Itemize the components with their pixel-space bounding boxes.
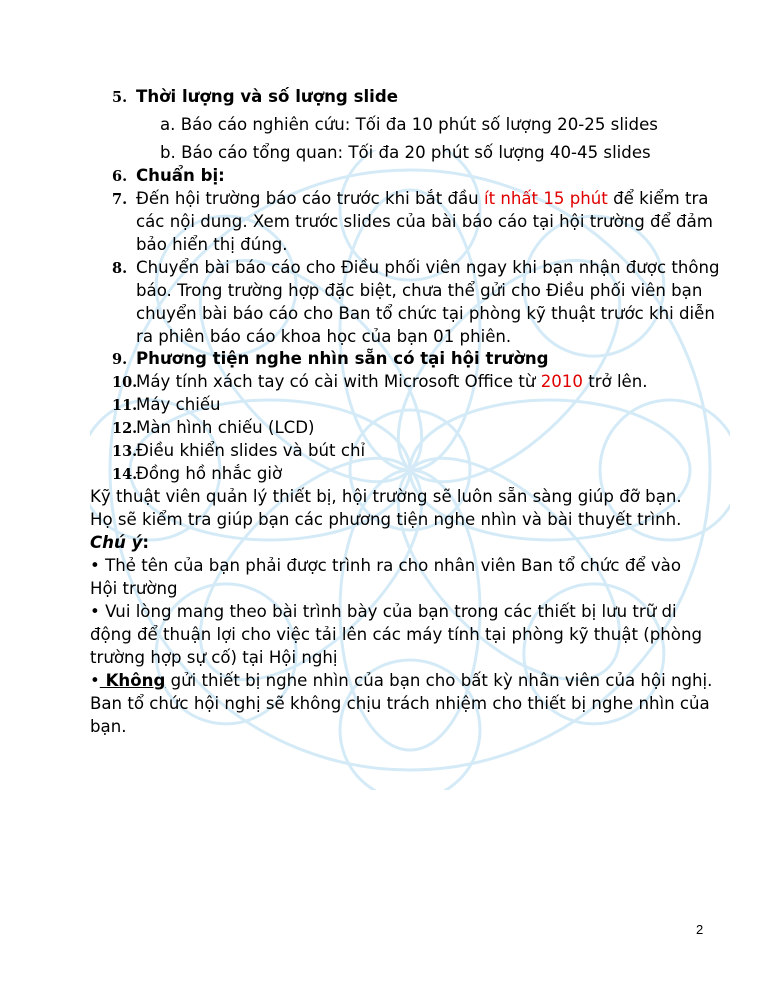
item-9-heading: Phương tiện nghe nhìn sẵn có tại hội trường	[136, 349, 549, 368]
item-5a-text: a. Báo cáo nghiên cứu: Tối đa 10 phút số lượng 20-25 slides	[160, 115, 658, 134]
item-10-number: 10.	[112, 374, 138, 391]
item-13-text: Điều khiển slides và bút chỉ	[136, 441, 366, 460]
note-bullet-2-line-3: trường hợp sự cố) tại Hội nghị	[90, 648, 338, 667]
item-5-number: 5.	[112, 89, 128, 106]
item-7-number: 7.	[112, 191, 128, 208]
item-5-heading: Thời lượng và số lượng slide	[136, 87, 398, 106]
highlight-version: 2010	[540, 372, 583, 391]
item-13-number: 13.	[112, 443, 138, 460]
bullet-icon: •	[90, 671, 100, 690]
paragraph-line-2: Họ sẽ kiểm tra giúp bạn các phương tiện nghe nhìn và bài thuyết trình.	[90, 510, 682, 529]
item-9-number: 9.	[112, 351, 128, 368]
paragraph-line-1: Kỹ thuật viên quản lý thiết bị, hội trường sẽ luôn sẵn sàng giúp đỡ bạn.	[90, 487, 682, 506]
item-7-line-2: các nội dung. Xem trước slides của bài báo cáo tại hội trường để đảm	[136, 212, 713, 231]
note-bullet-2-line-2: động để thuận lợi cho việc tải lên các máy tính tại phòng kỹ thuật (phòng	[90, 625, 702, 644]
item-14-number: 14.	[112, 466, 138, 483]
note-bullet-2-line-1: • Vui lòng mang theo bài trình bày của bạn trong các thiết bị lưu trữ di	[90, 602, 677, 621]
item-7-line-1: Đến hội trường báo cáo trước khi bắt đầu ít nhất 15 phút để kiểm tra	[136, 189, 709, 208]
item-6-heading: Chuẩn bị:	[136, 166, 225, 185]
bullet-icon: •	[90, 602, 100, 621]
page-number: 2	[696, 922, 704, 937]
item-6-number: 6.	[112, 168, 128, 185]
item-10-text: Máy tính xách tay có cài with Microsoft Office từ 2010 trở lên.	[136, 372, 648, 391]
item-8-line-1: Chuyển bài báo cáo cho Điều phối viên ngay khi bạn nhận được thông	[136, 258, 720, 277]
highlight-duration: ít nhất 15 phút	[483, 189, 608, 208]
item-7-line-3: bảo hiển thị đúng.	[136, 235, 288, 254]
item-11-number: 11.	[112, 397, 138, 414]
note-bullet-3-line-3: bạn.	[90, 717, 127, 736]
emphasis-khong: Không	[99, 671, 166, 690]
note-bullet-1-line-1: • Thẻ tên của bạn phải được trình ra cho nhân viên Ban tổ chức để vào	[90, 556, 681, 575]
item-12-text: Màn hình chiếu (LCD)	[136, 418, 315, 437]
item-5b-text: b. Báo cáo tổng quan: Tối đa 20 phút số lượng 40-45 slides	[160, 143, 651, 162]
note-bullet-1-line-2: Hội trường	[90, 579, 178, 598]
note-heading: Chú ý:	[90, 533, 150, 552]
item-8-line-3: chuyển bài báo cáo cho Ban tổ chức tại phòng kỹ thuật trước khi diễn	[136, 304, 715, 323]
item-8-number: 8.	[112, 260, 128, 277]
bullet-icon: •	[90, 556, 100, 575]
note-bullet-3-line-1: • Không gửi thiết bị nghe nhìn của bạn cho bất kỳ nhân viên của hội nghị.	[90, 671, 713, 690]
item-14-text: Đồng hồ nhắc giờ	[136, 464, 283, 483]
note-bullet-3-line-2: Ban tổ chức hội nghị sẽ không chịu trách nhiệm cho thiết bị nghe nhìn của	[90, 694, 710, 713]
item-8-line-2: báo. Trong trường hợp đặc biệt, chưa thể gửi cho Điều phối viên bạn	[136, 281, 703, 300]
item-11-text: Máy chiếu	[136, 395, 221, 414]
item-12-number: 12.	[112, 420, 138, 437]
item-8-line-4: ra phiên báo cáo khoa học của bạn 01 phiên.	[136, 327, 512, 346]
